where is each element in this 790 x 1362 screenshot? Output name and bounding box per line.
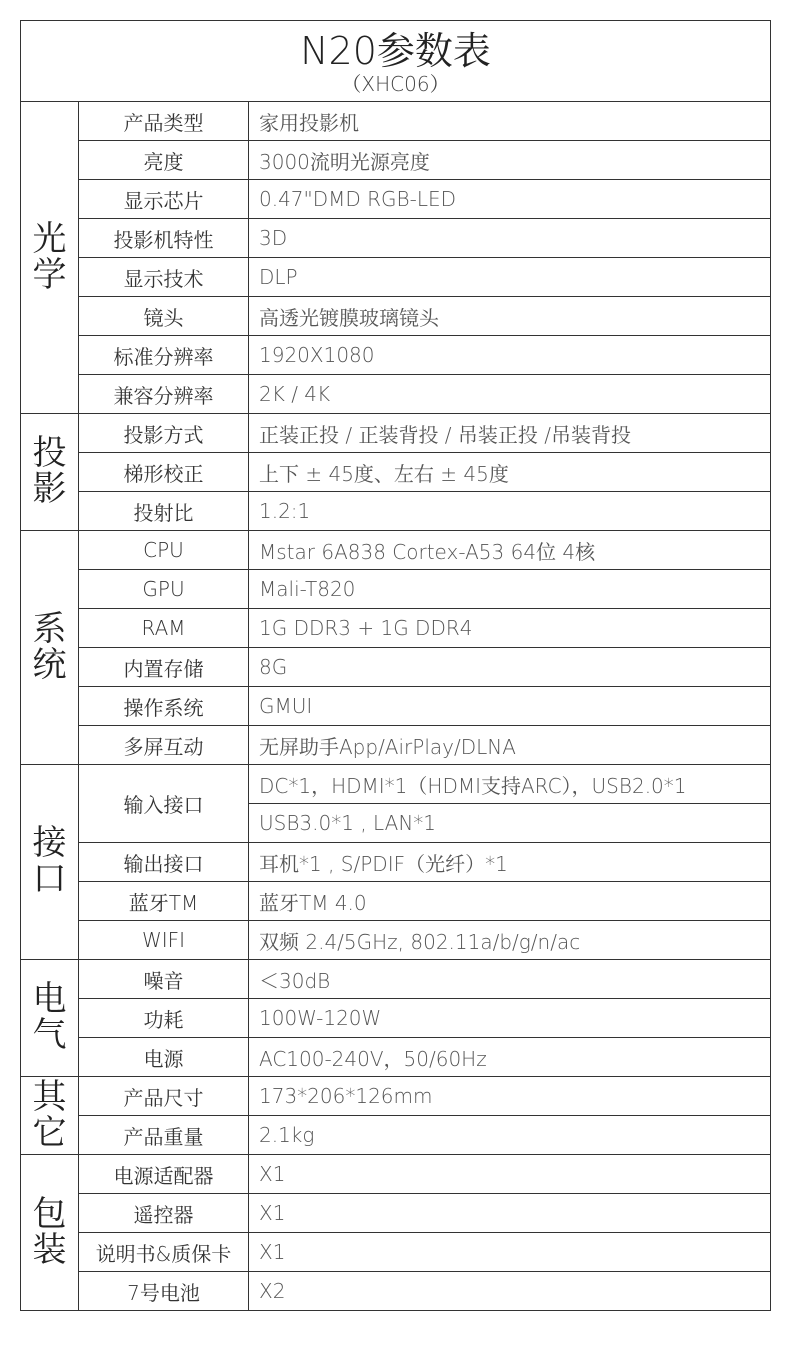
spec-row: [21, 414, 771, 453]
spec-label: 7号电池: [79, 1272, 249, 1311]
section-category: 接 口: [21, 765, 79, 960]
section-category: 投 影: [21, 414, 79, 531]
spec-row: [21, 1077, 771, 1116]
spec-row: [21, 336, 771, 375]
spec-value: Mali-T820: [249, 570, 771, 609]
spec-sheet: [20, 20, 770, 1311]
spec-value: USB3.0*1 , LAN*1: [249, 804, 771, 843]
spec-value: 173*206*126mm: [249, 1077, 771, 1116]
title-cell: [21, 21, 771, 102]
spec-row: [21, 999, 771, 1038]
spec-label: 输出接口: [79, 843, 249, 882]
spec-label: 投射比: [79, 492, 249, 531]
spec-label: 投影机特性: [79, 219, 249, 258]
spec-row: [21, 297, 771, 336]
spec-value: X1: [249, 1155, 771, 1194]
spec-label: RAM: [79, 609, 249, 648]
spec-value: GMUI: [249, 687, 771, 726]
spec-value: AC100-240V，50/60Hz: [249, 1038, 771, 1077]
spec-row: [21, 453, 771, 492]
spec-value: 2K / 4K: [249, 375, 771, 414]
spec-value: ＜30dB: [249, 960, 771, 999]
section-category: 系 统: [21, 531, 79, 765]
spec-label: 兼容分辨率: [79, 375, 249, 414]
spec-value: 双频 2.4/5GHz, 802.11a/b/g/n/ac: [249, 921, 771, 960]
spec-value: 100W-120W: [249, 999, 771, 1038]
spec-label: 镜头: [79, 297, 249, 336]
spec-value: X1: [249, 1233, 771, 1272]
spec-value: 蓝牙TM 4.0: [249, 882, 771, 921]
spec-row: [21, 882, 771, 921]
spec-row: [21, 1233, 771, 1272]
spec-label: GPU: [79, 570, 249, 609]
spec-label: 多屏互动: [79, 726, 249, 765]
spec-value: 高透光镀膜玻璃镜头: [249, 297, 771, 336]
spec-value: X2: [249, 1272, 771, 1311]
spec-label: 电源适配器: [79, 1155, 249, 1194]
spec-value: DC*1，HDMI*1（HDMI支持ARC），USB2.0*1: [249, 765, 771, 804]
spec-label: WIFI: [79, 921, 249, 960]
spec-value: X1: [249, 1194, 771, 1233]
spec-label: CPU: [79, 531, 249, 570]
spec-row: [21, 1194, 771, 1233]
spec-value: DLP: [249, 258, 771, 297]
page-subtitle: （XHC06）: [341, 71, 450, 96]
spec-value: 2.1kg: [249, 1116, 771, 1155]
spec-label: 功耗: [79, 999, 249, 1038]
spec-row: [21, 141, 771, 180]
spec-value: 3D: [249, 219, 771, 258]
section-category: 其 它: [21, 1077, 79, 1155]
spec-value: 1920X1080: [249, 336, 771, 375]
spec-label: 产品重量: [79, 1116, 249, 1155]
section-category: 光 学: [21, 102, 79, 414]
spec-value: 1G DDR3 + 1G DDR4: [249, 609, 771, 648]
spec-row: [21, 765, 771, 804]
spec-row: [21, 531, 771, 570]
spec-label: 内置存储: [79, 648, 249, 687]
spec-label: 说明书&质保卡: [79, 1233, 249, 1272]
spec-label: 操作系统: [79, 687, 249, 726]
spec-value: 8G: [249, 648, 771, 687]
spec-value: 家用投影机: [249, 102, 771, 141]
spec-table: [20, 20, 771, 1311]
spec-row: [21, 726, 771, 765]
spec-label: 产品类型: [79, 102, 249, 141]
spec-label: 蓝牙TM: [79, 882, 249, 921]
title-row: [21, 21, 771, 102]
spec-row: [21, 1155, 771, 1194]
spec-row: [21, 960, 771, 999]
spec-row: [21, 102, 771, 141]
spec-value: 3000流明光源亮度: [249, 141, 771, 180]
page-title: N20参数表: [300, 29, 491, 74]
spec-row: [21, 1272, 771, 1311]
spec-label: 电源: [79, 1038, 249, 1077]
spec-row: [21, 921, 771, 960]
spec-row: [21, 375, 771, 414]
spec-label: 遥控器: [79, 1194, 249, 1233]
spec-row: [21, 648, 771, 687]
section-category: 包 装: [21, 1155, 79, 1311]
spec-label: 显示技术: [79, 258, 249, 297]
spec-row: [21, 843, 771, 882]
spec-value: 0.47"DMD RGB-LED: [249, 180, 771, 219]
spec-row: [21, 180, 771, 219]
spec-label: 标准分辨率: [79, 336, 249, 375]
spec-value: 上下 ± 45度、左右 ± 45度: [249, 453, 771, 492]
spec-label: 显示芯片: [79, 180, 249, 219]
section-category: 电 气: [21, 960, 79, 1077]
spec-label: 投影方式: [79, 414, 249, 453]
spec-row: [21, 609, 771, 648]
spec-label: 噪音: [79, 960, 249, 999]
spec-value: 无屏助手App/AirPlay/DLNA: [249, 726, 771, 765]
spec-row: [21, 492, 771, 531]
spec-value: 1.2:1: [249, 492, 771, 531]
spec-row: [21, 219, 771, 258]
spec-value: Mstar 6A838 Cortex-A53 64位 4核: [249, 531, 771, 570]
spec-label: 梯形校正: [79, 453, 249, 492]
spec-label: 输入接口: [79, 765, 249, 843]
spec-value: 正装正投 / 正装背投 / 吊装正投 /吊装背投: [249, 414, 771, 453]
spec-row: [21, 570, 771, 609]
spec-label: 产品尺寸: [79, 1077, 249, 1116]
spec-row: [21, 258, 771, 297]
spec-label: 亮度: [79, 141, 249, 180]
spec-row: [21, 687, 771, 726]
spec-row: [21, 1038, 771, 1077]
spec-row: [21, 1116, 771, 1155]
spec-value: 耳机*1 , S/PDIF（光纤）*1: [249, 843, 771, 882]
